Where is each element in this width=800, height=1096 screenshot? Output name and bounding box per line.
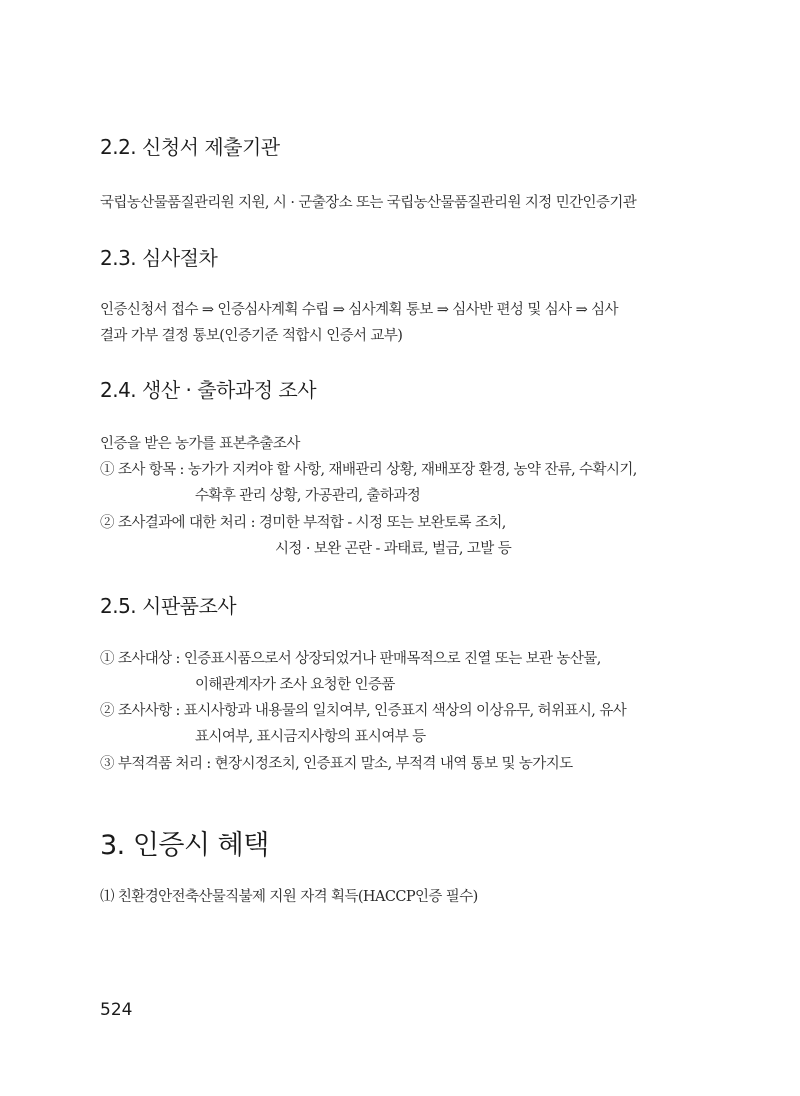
- market-item-1-cont: 이해관계자가 조사 요청한 인증품: [195, 677, 395, 693]
- page-number: 524: [100, 1000, 133, 1020]
- benefit-item-1: ⑴ 친환경안전축산물직불제 지원 자격 획득(HACCP인증 필수): [100, 889, 478, 905]
- section-heading-2-4: 2.4. 생산 · 출하과정 조사: [100, 378, 317, 402]
- section-heading-2-3: 2.3. 심사절차: [100, 246, 218, 270]
- survey-item-2-cont: 시정 · 보완 곤란 - 과태료, 벌금, 고발 등: [275, 541, 512, 557]
- market-item-3: ③ 부적격품 처리 : 현장시정조치, 인증표지 말소, 부적격 내역 통보 및 농가지도: [100, 756, 573, 772]
- section-heading-2-5: 2.5. 시판품조사: [100, 594, 237, 618]
- procedure-line-2: 결과 가부 결정 통보(인증기준 적합시 인증서 교부): [100, 328, 403, 344]
- survey-item-2: ② 조사결과에 대한 처리 : 경미한 부적합 - 시정 또는 보완토록 조치,: [100, 515, 506, 531]
- survey-item-1-cont: 수확후 관리 상황, 가공관리, 출하과정: [195, 488, 421, 504]
- section-heading-2-2: 2.2. 신청서 제출기관: [100, 135, 280, 159]
- market-item-2-cont: 표시여부, 표시금지사항의 표시여부 등: [195, 729, 426, 745]
- procedure-line-1: 인증신청서 접수 ⇒ 인증심사계획 수립 ⇒ 심사계획 통보 ⇒ 심사반 편성 및 심사 ⇒ 심사: [100, 302, 618, 318]
- market-item-1: ① 조사대상 : 인증표시품으로서 상장되었거나 판매목적으로 진열 또는 보관 농산물,: [100, 651, 601, 667]
- survey-intro: 인증을 받은 농가를 표본추출조사: [100, 436, 300, 452]
- market-item-2: ② 조사사항 : 표시사항과 내용물의 일치여부, 인증표지 색상의 이상유무, 허위표시, 유사: [100, 703, 627, 719]
- submission-agency-text: 국립농산물품질관리원 지원, 시 · 군출장소 또는 국립농산물품질관리원 지정 민간인증기관: [100, 195, 637, 211]
- section-heading-3: 3. 인증시 혜택: [100, 830, 269, 861]
- survey-item-1: ① 조사 항목 : 농가가 지켜야 할 사항, 재배관리 상황, 재배포장 환경, 농약 잔류, 수확시기,: [100, 462, 637, 478]
